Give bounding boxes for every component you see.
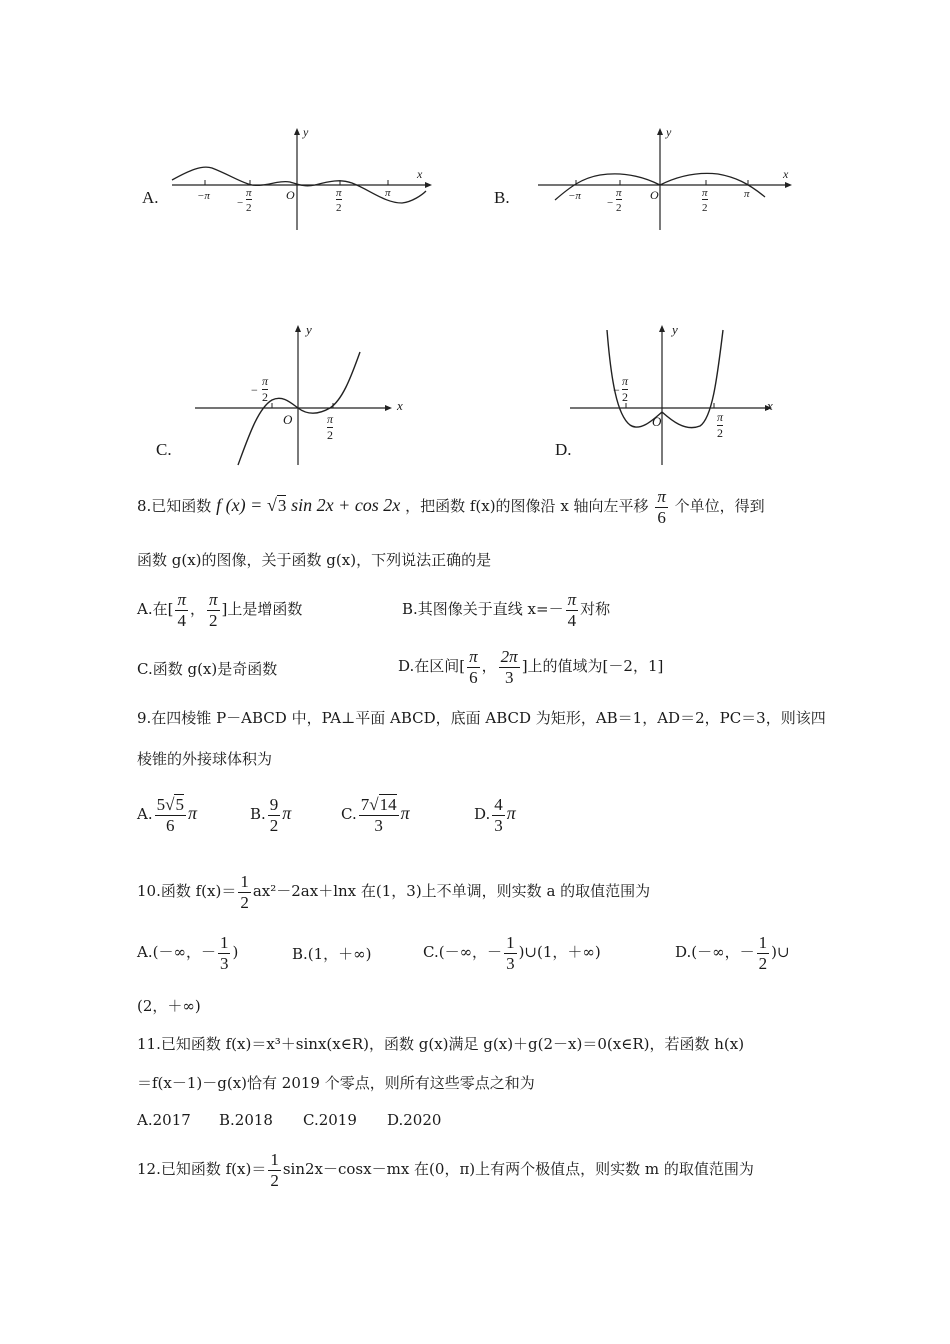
q9-a-num: 5√5 xyxy=(156,795,184,814)
q8-b-frac xyxy=(566,590,579,630)
graph-a-tick-pi-num: π xyxy=(246,187,252,199)
q8-a-frac2-den: 2 xyxy=(209,610,218,630)
q8-d-pre: D.在区间[ xyxy=(398,657,466,676)
q8-d-comma: ， xyxy=(481,657,497,676)
q8-a-frac1-den: 4 xyxy=(177,610,186,630)
graph-b-tick-2-den: 2 xyxy=(616,202,622,214)
q12-line1 xyxy=(137,1150,754,1190)
graph-a-origin: O xyxy=(286,188,295,202)
q9-a-den: 6 xyxy=(166,815,175,835)
q9-line2: 棱锥的外接球体积为 xyxy=(137,750,273,768)
graph-b-tick-pi-num: π xyxy=(616,187,622,199)
graph-d-tick-2-den: 2 xyxy=(622,390,628,404)
q9-d-frac xyxy=(492,795,505,835)
graph-a-tick-pi-half-num: π xyxy=(336,187,342,199)
q9-option-c xyxy=(341,795,410,835)
graph-d-plot xyxy=(545,320,795,470)
q12-pre: 12.已知函数 f(x)＝ xyxy=(137,1160,267,1179)
graph-c-origin: O xyxy=(283,412,293,427)
graph-b-origin: O xyxy=(650,188,659,202)
q10-c-post: )∪(1，＋∞) xyxy=(518,943,601,962)
graph-c-tick-pi-half-den: 2 xyxy=(327,428,333,442)
q8-a-frac1-num: π xyxy=(177,590,186,609)
q11-option-d: D.2020 xyxy=(387,1111,442,1129)
q9-d-pi: π xyxy=(506,803,516,824)
q8-shift-den: 6 xyxy=(657,507,666,527)
graph-a xyxy=(140,125,440,235)
graph-d-x-label: x xyxy=(767,398,773,413)
q8-a-comma: ， xyxy=(189,600,205,619)
q9-d-den: 3 xyxy=(494,815,503,835)
q10-a-pre: A.(－∞，－ xyxy=(137,943,216,962)
graph-b-tick-pi-half-num: π xyxy=(702,187,708,199)
q9-b-num: 9 xyxy=(269,795,279,814)
q10-d-pre: D.(－∞，－ xyxy=(675,943,755,962)
q11-option-a: A.2017 xyxy=(137,1111,191,1129)
graph-b-tick-pi-half-den: 2 xyxy=(702,202,708,214)
q10-option-b: B.(1，＋∞) xyxy=(292,945,372,963)
q8-a-pre: A.在[ xyxy=(137,600,174,619)
q8-mid: ，把函数 f(x)的图像沿 x 轴向左平移 xyxy=(405,497,649,516)
q8-suffix: 个单位，得到 xyxy=(674,497,765,516)
q10-a-den: 3 xyxy=(219,953,229,973)
q8-a-post: ]上是增函数 xyxy=(221,600,303,619)
graph-a-tick-pi-half-den: 2 xyxy=(336,202,342,214)
q10-den: 2 xyxy=(240,892,249,912)
q11-option-b: B.2018 xyxy=(219,1111,273,1129)
graph-b-tick-pi: π xyxy=(744,188,750,200)
q9-d-label: D. xyxy=(474,805,491,824)
graph-c-tick-pi-num: π xyxy=(262,374,269,388)
q8-root-3: 3 xyxy=(277,496,287,516)
q9-a-coef: 5 xyxy=(156,795,166,814)
graph-c-x-label: x xyxy=(397,398,403,413)
q10-num: 1 xyxy=(240,872,249,891)
graph-d-origin: O xyxy=(652,414,662,429)
q8-b-frac-den: 4 xyxy=(567,610,577,630)
q9-a-frac xyxy=(155,795,186,835)
q8-option-c: C.函数 g(x)是奇函数 xyxy=(137,660,278,678)
q10-c-num: 1 xyxy=(506,933,515,952)
q9-c-rad: 14 xyxy=(379,795,397,814)
q8-line1 xyxy=(137,487,765,527)
q9-c-den: 3 xyxy=(374,815,383,835)
graph-d-label: D. xyxy=(555,440,572,459)
q8-option-a xyxy=(137,590,302,630)
q10-c-pre: C.(－∞，－ xyxy=(423,943,503,962)
q11-option-c: C.2019 xyxy=(303,1111,357,1129)
q8-d-frac2-num: 2π xyxy=(500,647,518,666)
graph-a-tick-minus: − xyxy=(237,197,244,209)
q10-a-num: 1 xyxy=(219,933,229,952)
q9-c-num: 7√14 xyxy=(360,795,397,814)
q8-fx: f (x) = xyxy=(216,495,263,516)
q10-c-frac xyxy=(504,933,517,973)
graph-b-tick-minus: − xyxy=(607,197,614,209)
q12-frac xyxy=(268,1150,281,1190)
q12-num: 1 xyxy=(270,1150,279,1169)
graph-b-x-label: x xyxy=(783,167,789,181)
q9-a-pi: π xyxy=(187,803,197,824)
q8-option-b xyxy=(402,590,610,630)
graph-d-tick-minus: − xyxy=(613,383,620,397)
graph-d-tick-pi-num: π xyxy=(622,374,629,388)
q9-a-rad: 5 xyxy=(175,795,184,814)
graph-b-plot xyxy=(490,125,800,235)
graph-b-y-label: y xyxy=(666,125,672,139)
q8-d-frac2 xyxy=(499,647,520,687)
q10-d-num: 1 xyxy=(758,933,768,952)
graph-a-tick-pi: π xyxy=(385,187,391,199)
graph-d-tick-pi-half-num: π xyxy=(717,410,724,424)
graph-d-tick-pi-half-den: 2 xyxy=(717,426,723,440)
q10-option-d-cont: (2，＋∞) xyxy=(137,997,201,1015)
graph-c-plot xyxy=(150,320,420,470)
graph-b-label: B. xyxy=(494,188,510,207)
q11-line2: ＝f(x－1)－g(x)恰有 2019 个零点，则所有这些零点之和为 xyxy=(137,1074,535,1092)
q10-option-d xyxy=(675,933,790,973)
q9-b-pi: π xyxy=(282,803,292,824)
q9-d-num: 4 xyxy=(494,795,503,814)
q11-line1: 11.已知函数 f(x)＝x³＋sinx(x∈R)，函数 g(x)满足 g(x)＋g(2－x)＝0(x∈R)，若函数 h(x) xyxy=(137,1035,745,1053)
graph-a-x-label: x xyxy=(417,167,423,181)
q8-a-frac1 xyxy=(175,590,188,630)
q8-d-frac1 xyxy=(467,647,480,687)
q12-den: 2 xyxy=(270,1170,279,1190)
q10-c-den: 3 xyxy=(506,953,515,973)
graph-c-label: C. xyxy=(156,440,172,459)
q8-option-d xyxy=(398,647,663,687)
q8-d-frac1-num: π xyxy=(469,647,478,666)
graph-d xyxy=(545,320,795,470)
q8-shift-fraction xyxy=(655,487,668,527)
q9-option-d xyxy=(474,795,516,835)
q9-c-pi: π xyxy=(400,803,410,824)
q10-d-den: 2 xyxy=(758,953,768,973)
q10-a-post: ) xyxy=(232,943,239,962)
q8-b-post: 对称 xyxy=(580,600,611,619)
q10-frac xyxy=(238,872,251,912)
graph-d-y-label: y xyxy=(672,322,678,337)
graph-a-label: A. xyxy=(142,188,159,207)
q8-prefix: 8.已知函数 xyxy=(137,497,212,516)
q10-d-frac xyxy=(757,933,770,973)
q10-post: ax²－2ax＋lnx 在(1，3)上不单调，则实数 a 的取值范围为 xyxy=(252,882,651,901)
q8-line2: 函数 g(x)的图像，关于函数 g(x)，下列说法正确的是 xyxy=(137,551,492,569)
q8-expr: sin 2x + cos 2x xyxy=(291,495,401,516)
q10-a-frac xyxy=(218,933,231,973)
q9-b-den: 2 xyxy=(269,815,279,835)
graph-a-plot xyxy=(140,125,440,235)
q8-a-frac2-num: π xyxy=(209,590,218,609)
graph-c-tick-2-den: 2 xyxy=(262,390,268,404)
q8-shift-num: π xyxy=(657,487,666,506)
q9-option-b xyxy=(250,795,291,835)
q8-a-frac2 xyxy=(207,590,220,630)
graph-b xyxy=(490,125,800,235)
q12-post: sin2x－cosx－mx 在(0，π)上有两个极值点，则实数 m 的取值范围为 xyxy=(282,1160,754,1179)
graph-c-tick-minus: − xyxy=(251,383,258,397)
q8-root-sign: √ xyxy=(267,495,277,516)
q9-option-a xyxy=(137,795,197,835)
q9-b-label: B. xyxy=(250,805,266,824)
q10-option-a xyxy=(137,933,238,973)
q10-d-post: )∪ xyxy=(771,943,790,962)
q8-b-pre: B.其图像关于直线 x=－ xyxy=(402,600,564,619)
graph-c-tick-pi-half-num: π xyxy=(327,412,334,426)
graph-c xyxy=(150,320,420,470)
graph-c-y-label: y xyxy=(306,322,312,337)
q9-c-label: C. xyxy=(341,805,357,824)
graph-b-tick-neg-pi: −π xyxy=(568,190,581,202)
q9-b-frac xyxy=(268,795,281,835)
graph-a-tick-neg-pi: −π xyxy=(197,190,210,202)
q10-option-c xyxy=(423,933,601,973)
q8-b-frac-num: π xyxy=(567,590,577,609)
q9-c-coef: 7 xyxy=(360,795,370,814)
q10-line1 xyxy=(137,872,650,912)
q9-c-frac xyxy=(359,795,399,835)
graph-a-y-label: y xyxy=(303,125,309,139)
q8-d-frac1-den: 6 xyxy=(469,667,478,687)
q9-line1: 9.在四棱锥 P－ABCD 中，PA⊥平面 ABCD，底面 ABCD 为矩形，AB＝1，AD＝2，PC＝3，则该四 xyxy=(137,709,826,727)
graph-a-tick-2-den: 2 xyxy=(246,202,252,214)
q8-d-post: ]上的值域为[－2，1] xyxy=(521,657,664,676)
q9-a-label: A. xyxy=(137,805,153,824)
q10-pre: 10.函数 f(x)＝ xyxy=(137,882,237,901)
q8-d-frac2-den: 3 xyxy=(504,667,514,687)
